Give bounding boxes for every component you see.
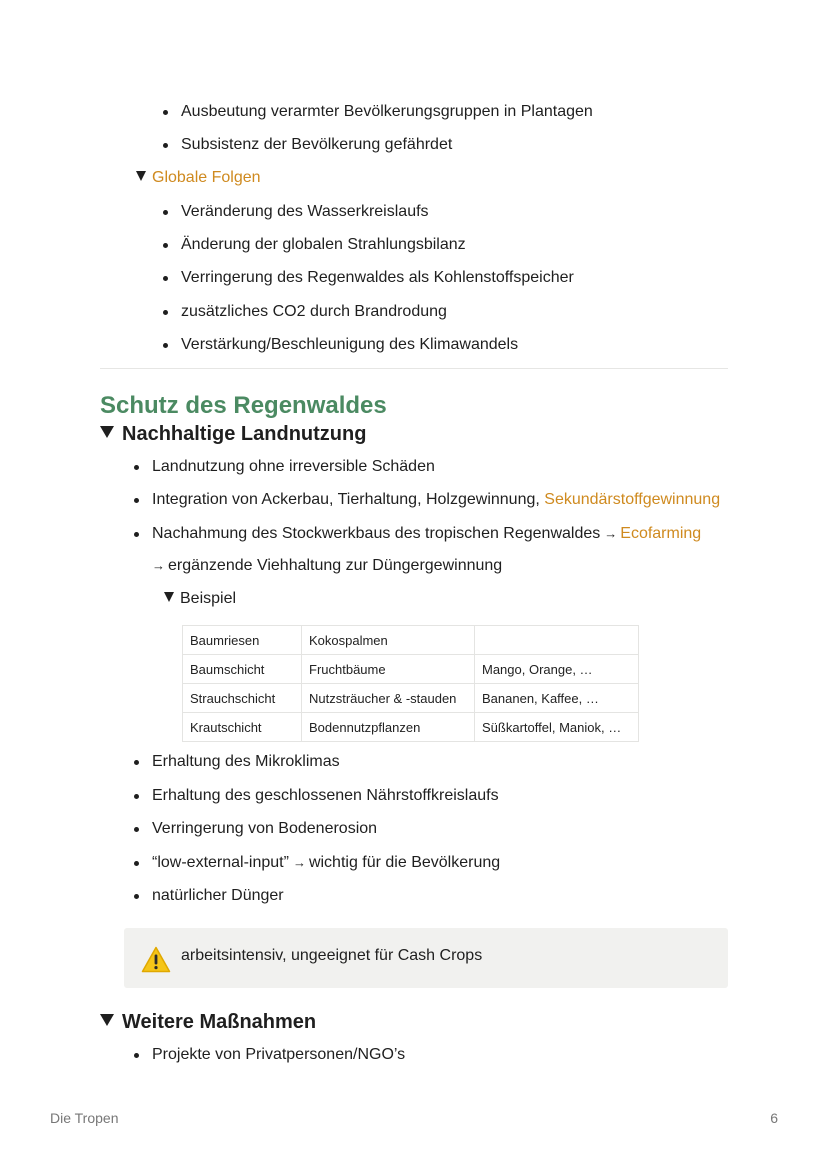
example-table — [182, 625, 639, 742]
list-item: “low-external-input” → wichtig für die Bevölkerung — [152, 853, 500, 873]
list-item: Änderung der globalen Strahlungsbilanz — [181, 235, 466, 255]
bullet — [134, 1053, 139, 1058]
table-row — [183, 655, 639, 684]
table-cell: Kokospalmen — [302, 626, 475, 655]
list-item: Subsistenz der Bevölkerung gefährdet — [181, 135, 452, 155]
table-cell: Bodennutzpflanzen — [302, 713, 475, 742]
callout-text: arbeitsintensiv, ungeeignet für Cash Crops — [181, 947, 483, 964]
warning-callout — [124, 928, 728, 988]
bullet — [163, 110, 168, 115]
arrow-right-icon: → — [292, 855, 306, 870]
toggle-nachhaltige-landnutzung[interactable] — [100, 422, 366, 446]
bullet — [134, 827, 139, 832]
list-item: Verringerung des Regenwaldes als Kohlenstoffspeicher — [181, 268, 574, 288]
list-item-continuation: → ergänzende Viehhaltung zur Düngergewinnung — [152, 557, 503, 574]
table-cell: Krautschicht — [183, 713, 302, 742]
section-title: Schutz des Regenwaldes — [100, 392, 387, 419]
table-cell: Mango, Orange, … — [475, 655, 639, 684]
toggle-label[interactable]: Weitere Maßnahmen — [122, 1011, 317, 1033]
table-cell: Fruchtbäume — [302, 655, 475, 684]
bullet — [134, 760, 139, 765]
toggle-globale-folgen[interactable] — [136, 168, 261, 188]
bullet — [134, 498, 139, 503]
toggle-beispiel[interactable] — [164, 589, 236, 609]
list-item: Veränderung des Wasserkreislaufs — [181, 202, 429, 222]
triangle-down-icon[interactable] — [164, 592, 174, 602]
table-cell: Nutzsträucher & -stauden — [302, 684, 475, 713]
toggle-label[interactable]: Beispiel — [180, 590, 237, 607]
arrow-right-icon: → — [152, 558, 165, 573]
bullet — [163, 276, 168, 281]
triangle-down-icon[interactable] — [136, 171, 146, 181]
page-number: 6 — [770, 1110, 778, 1126]
list-item: Projekte von Privatpersonen/NGO’s — [152, 1045, 405, 1065]
toggle-label[interactable]: Globale Folgen — [152, 169, 261, 186]
link-sekundaerstoffgewinnung[interactable]: Sekundärstoffgewinnung — [544, 491, 721, 508]
table-cell: Baumschicht — [183, 655, 302, 684]
triangle-down-icon[interactable] — [100, 1014, 114, 1026]
table-cell: Süßkartoffel, Maniok, … — [475, 713, 639, 742]
footer-title: Die Tropen — [50, 1110, 119, 1126]
list-item: zusätzliches CO2 durch Brandrodung — [181, 302, 447, 322]
bullet — [134, 794, 139, 799]
arrow-right-icon: → — [604, 526, 618, 541]
bullet — [134, 894, 139, 899]
table-row — [183, 684, 639, 713]
list-item: natürlicher Dünger — [152, 886, 284, 906]
bullet — [163, 210, 168, 215]
table-cell — [475, 626, 639, 655]
table-row — [183, 626, 639, 655]
list-item: Ausbeutung verarmter Bevölkerungsgruppen in Plantagen — [181, 102, 593, 122]
list-item: Integration von Ackerbau, Tierhaltung, Holzgewinnung, Sekundärstoffgewinnung — [152, 490, 720, 510]
list-item: Verstärkung/Beschleunigung des Klimawandels — [181, 335, 518, 355]
table-row — [183, 713, 639, 742]
list-item: Verringerung von Bodenerosion — [152, 819, 377, 839]
triangle-down-icon[interactable] — [100, 426, 114, 438]
list-item: Nachahmung des Stockwerkbaus des tropischen Regenwaldes → Ecofarming — [152, 524, 701, 544]
warning-icon — [141, 946, 171, 978]
bullet — [134, 532, 139, 537]
list-item: Landnutzung ohne irreversible Schäden — [152, 457, 435, 477]
toggle-weitere-massnahmen[interactable] — [100, 1010, 316, 1034]
bullet — [163, 310, 168, 315]
bullet — [163, 243, 168, 248]
list-item: Erhaltung des geschlossenen Nährstoffkreislaufs — [152, 786, 499, 806]
toggle-label[interactable]: Nachhaltige Landnutzung — [122, 423, 367, 445]
bullet — [163, 143, 168, 148]
table-cell: Bananen, Kaffee, … — [475, 684, 639, 713]
link-ecofarming[interactable]: Ecofarming — [620, 525, 702, 542]
list-item: Erhaltung des Mikroklimas — [152, 752, 340, 772]
divider — [100, 368, 728, 369]
bullet — [134, 465, 139, 470]
bullet — [163, 343, 168, 348]
table-cell: Strauchschicht — [183, 684, 302, 713]
bullet — [134, 861, 139, 866]
table-cell: Baumriesen — [183, 626, 302, 655]
